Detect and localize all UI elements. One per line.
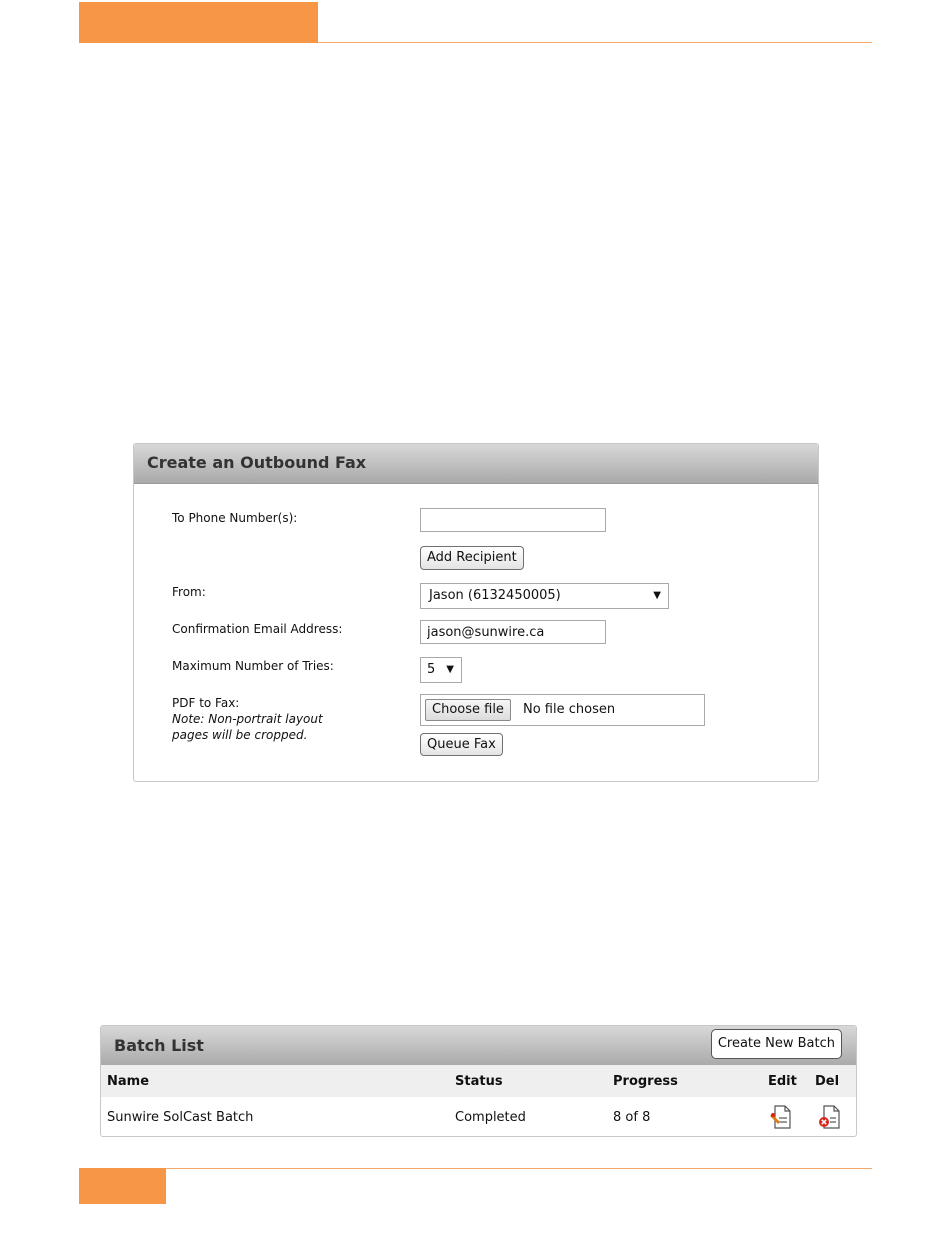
pdf-label: PDF to Fax: [172, 696, 240, 710]
tries-select-value: 5 [427, 662, 436, 677]
from-select[interactable] [420, 583, 669, 609]
fax-panel-title: Create an Outbound Fax [147, 453, 367, 472]
to-phone-label: To Phone Number(s): [172, 511, 298, 525]
from-label: From: [172, 585, 206, 599]
header-accent-bar [79, 2, 318, 43]
header-rule [318, 42, 872, 43]
footer-accent-bar [79, 1168, 166, 1204]
file-status-text: No file chosen [523, 702, 616, 717]
queue-fax-button[interactable]: Queue Fax [420, 733, 503, 756]
tries-select[interactable] [420, 657, 462, 683]
column-header-del: Del [815, 1074, 840, 1089]
fax-panel-header [134, 444, 818, 484]
batch-panel-title: Batch List [114, 1036, 204, 1055]
dropdown-arrow-icon: ▼ [446, 664, 454, 675]
column-header-status: Status [455, 1074, 503, 1089]
batch-panel-header [101, 1026, 856, 1067]
batch-name-cell: Sunwire SolCast Batch [107, 1110, 254, 1125]
choose-file-button[interactable]: Choose file [425, 699, 511, 721]
outbound-fax-panel [133, 443, 819, 782]
column-header-edit: Edit [768, 1074, 797, 1089]
email-label: Confirmation Email Address: [172, 622, 343, 636]
from-select-value: Jason (6132450005) [429, 588, 561, 603]
edit-document-icon[interactable] [769, 1104, 793, 1130]
column-header-progress: Progress [613, 1074, 678, 1089]
batch-progress-cell: 8 of 8 [613, 1110, 651, 1125]
pdf-note: Note: Non-portrait layout pages will be cropped. [172, 712, 323, 742]
dropdown-arrow-icon: ▼ [653, 590, 661, 601]
batch-status-cell: Completed [455, 1110, 526, 1125]
column-header-name: Name [107, 1074, 150, 1089]
tries-label: Maximum Number of Tries: [172, 659, 334, 673]
email-input[interactable] [420, 620, 606, 644]
batch-list-panel [100, 1025, 857, 1137]
footer-rule [166, 1168, 872, 1169]
create-new-batch-button[interactable]: Create New Batch [711, 1029, 842, 1059]
to-phone-input[interactable] [420, 508, 606, 532]
add-recipient-button[interactable]: Add Recipient [420, 546, 524, 570]
delete-document-icon[interactable] [818, 1104, 842, 1130]
pdf-file-input[interactable] [420, 694, 705, 726]
